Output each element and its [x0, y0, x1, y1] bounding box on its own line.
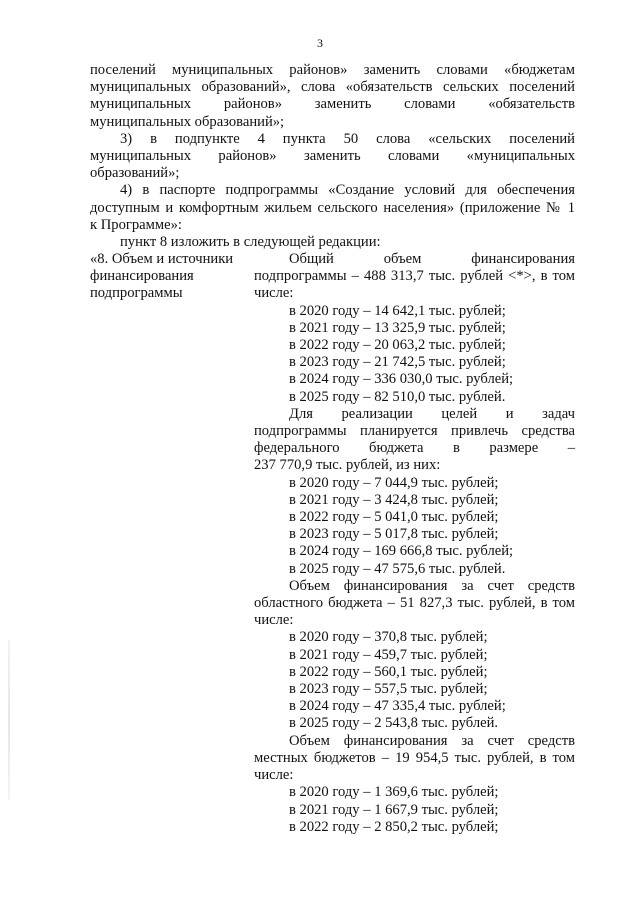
text-line: областного бюджета – 51 827,3 тыс. рублей, в том	[254, 595, 575, 612]
paragraph-line: 3) в подпункте 4 пункта 50 слова «сельских поселений	[120, 130, 575, 147]
year-amount: в 2021 году – 459,7 тыс. рублей;	[289, 646, 488, 663]
paragraph-line: образований»;	[90, 165, 180, 182]
year-amount: в 2023 году – 21 742,5 тыс. рублей;	[289, 354, 506, 371]
text-line: Для реализации целей и задач	[289, 405, 575, 422]
total-years-list	[254, 303, 575, 406]
text-line: подпрограммы планируется привлечь средства	[254, 423, 575, 440]
table-label-line: финансирования	[90, 268, 194, 285]
year-amount: в 2020 году – 14 642,1 тыс. рублей;	[289, 302, 506, 319]
table-label-line: «8. Объем и источники	[90, 251, 234, 267]
paragraph-line: доступным и комфортным жильем сельского населения» (приложение № 1	[90, 199, 575, 216]
year-amount: в 2021 году – 13 325,9 тыс. рублей;	[289, 319, 506, 336]
year-amount: в 2025 году – 2 543,8 тыс. рублей.	[289, 715, 499, 732]
paragraph-line: муниципальных районов» заменить словами «обязательств	[90, 96, 575, 113]
year-amount: в 2020 году – 370,8 тыс. рублей;	[289, 629, 488, 646]
year-amount: в 2022 году – 560,1 тыс. рублей;	[289, 663, 488, 680]
paragraph-3	[90, 182, 575, 234]
text-line: числе:	[254, 612, 294, 629]
paragraph-1	[90, 62, 575, 131]
page-number: 3	[317, 36, 323, 50]
total-financing-block	[254, 251, 575, 303]
year-amount: в 2022 году – 20 063,2 тыс. рублей;	[289, 337, 506, 354]
scan-edge-shadow	[8, 640, 10, 800]
table-label-cell	[90, 251, 250, 303]
year-amount: в 2021 году – 3 424,8 тыс. рублей;	[289, 491, 499, 508]
paragraph-line: муниципальных образований», слова «обязательств сельских поселений	[90, 79, 575, 96]
text-line: подпрограммы – 488 313,7 тыс. рублей <*>, в том	[254, 268, 575, 285]
year-amount: в 2023 году – 557,5 тыс. рублей;	[289, 681, 488, 698]
paragraph-line: к Программе»:	[90, 216, 182, 233]
local-years-list	[254, 784, 575, 836]
year-amount: в 2022 году – 5 041,0 тыс. рублей;	[289, 509, 499, 526]
text-line: Объем финансирования за счет средств	[289, 732, 575, 749]
text-line: Общий объем финансирования	[289, 251, 575, 267]
paragraph-2	[90, 131, 575, 183]
paragraph-line: поселений муниципальных районов» заменить словами «бюджетам	[90, 62, 575, 78]
table-content-cell	[254, 251, 575, 836]
regional-budget-block	[254, 578, 575, 630]
year-amount: в 2024 году – 169 666,8 тыс. рублей;	[289, 543, 514, 560]
year-amount: в 2022 году – 2 850,2 тыс. рублей;	[289, 818, 499, 835]
local-budget-block	[254, 733, 575, 785]
year-amount: в 2020 году – 7 044,9 тыс. рублей;	[289, 474, 499, 491]
year-amount: в 2021 году – 1 667,9 тыс. рублей;	[289, 801, 499, 818]
year-amount: в 2024 году – 336 030,0 тыс. рублей;	[289, 371, 514, 388]
year-amount: в 2025 году – 47 575,6 тыс. рублей.	[289, 560, 506, 577]
text-line: числе:	[254, 767, 294, 784]
document-body	[90, 62, 575, 251]
paragraph-line: 4) в паспорте подпрограммы «Создание условий для обеспечения	[120, 182, 575, 199]
text-line: 237 770,9 тыс. рублей, из них:	[254, 457, 441, 474]
paragraph-line: муниципальных образований»;	[90, 113, 285, 130]
text-line: местных бюджетов – 19 954,5 тыс. рублей, в том	[254, 749, 575, 766]
paragraph-4	[90, 234, 575, 251]
table-label-line: подпрограммы	[90, 285, 183, 302]
federal-years-list	[254, 475, 575, 578]
federal-budget-block	[254, 406, 575, 475]
year-amount: в 2023 году – 5 017,8 тыс. рублей;	[289, 526, 499, 543]
text-line: федерального бюджета в размере –	[254, 440, 575, 457]
paragraph-line: пункт 8 изложить в следующей редакции:	[120, 234, 381, 251]
year-amount: в 2024 году – 47 335,4 тыс. рублей;	[289, 698, 506, 715]
regional-years-list	[254, 629, 575, 732]
year-amount: в 2025 году – 82 510,0 тыс. рублей.	[289, 388, 506, 405]
year-amount: в 2020 году – 1 369,6 тыс. рублей;	[289, 784, 499, 801]
paragraph-line: муниципальных районов» заменить словами «муниципальных	[90, 148, 575, 165]
text-line: числе:	[254, 285, 294, 302]
text-line: Объем финансирования за счет средств	[289, 577, 575, 594]
